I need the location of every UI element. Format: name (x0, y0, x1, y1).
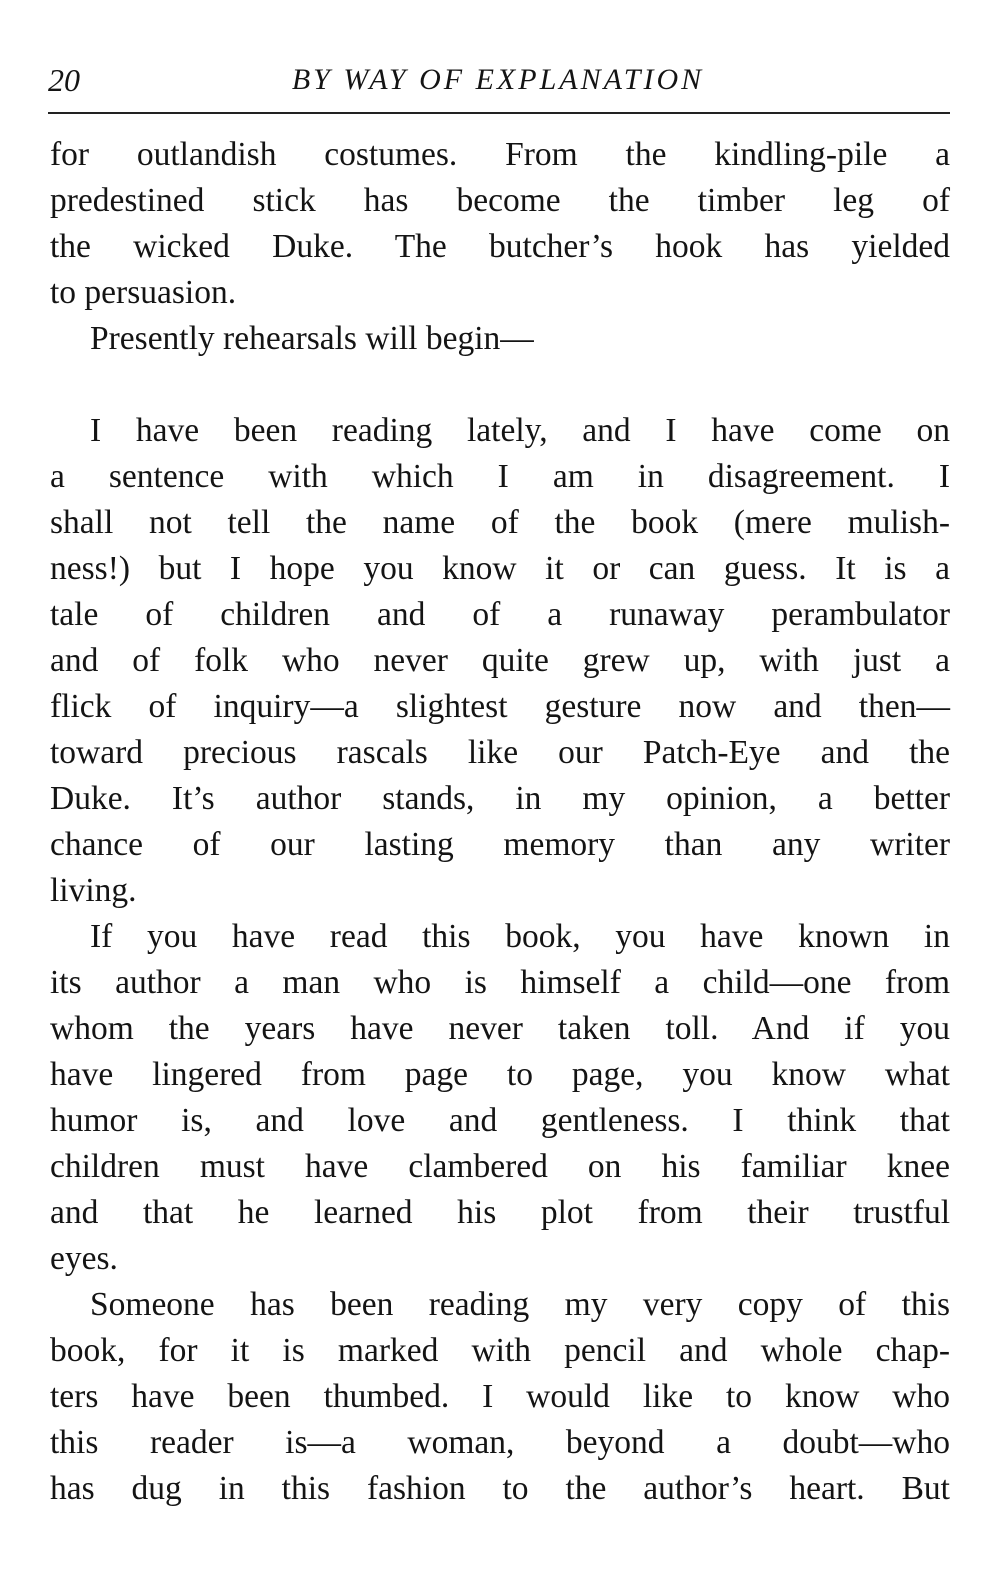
text-line: book, for it is marked with pencil and whole chap- (50, 1332, 950, 1369)
text-line: If you have read this book, you have known in (90, 918, 950, 955)
text-line: predestined stick has become the timber leg of (50, 182, 950, 219)
body-text (50, 132, 950, 1512)
text-line: and of folk who never quite grew up, with just a (50, 642, 950, 679)
text-line: ness!) but I hope you know it or can guess. It is a (50, 550, 950, 587)
paragraph (50, 914, 950, 1282)
text-line: Presently rehearsals will begin— (90, 320, 534, 357)
text-line: eyes. (50, 1240, 118, 1277)
text-line: Duke. It’s author stands, in my opinion, a better (50, 780, 950, 817)
text-line: flick of inquiry—a slightest gesture now and then— (50, 688, 950, 725)
text-line: toward precious rascals like our Patch-Eye and the (50, 734, 950, 771)
text-line: its author a man who is himself a child—one from (50, 964, 950, 1001)
text-line: living. (50, 872, 137, 909)
text-line: and that he learned his plot from their trustful (50, 1194, 950, 1231)
running-head (48, 58, 948, 102)
paragraph (50, 132, 950, 316)
text-line: shall not tell the name of the book (mere mulish- (50, 504, 950, 541)
running-title: BY WAY OF EXPLANATION (291, 63, 705, 96)
text-line: this reader is—a woman, beyond a doubt—who (50, 1424, 950, 1461)
text-line: the wicked Duke. The butcher’s hook has yielded (50, 228, 950, 265)
header-divider (48, 112, 950, 114)
text-line: a sentence with which I am in disagreement. I (50, 458, 950, 495)
paragraph (50, 408, 950, 914)
text-line: whom the years have never taken toll. And if you (50, 1010, 950, 1047)
text-line: humor is, and love and gentleness. I think that (50, 1102, 950, 1139)
text-line: tale of children and of a runaway perambulator (50, 596, 950, 633)
text-line: for outlandish costumes. From the kindling-pile a (50, 136, 950, 173)
text-line: children must have clambered on his familiar knee (50, 1148, 950, 1185)
text-line: chance of our lasting memory than any writer (50, 826, 950, 863)
text-line: to persuasion. (50, 274, 237, 311)
paragraph (50, 316, 950, 362)
section-break (50, 362, 950, 408)
text-line: ters have been thumbed. I would like to know who (50, 1378, 950, 1415)
text-line: has dug in this fashion to the author’s heart. But (50, 1470, 950, 1507)
text-line: have lingered from page to page, you know what (50, 1056, 950, 1093)
page-number: 20 (48, 62, 80, 98)
text-line: I have been reading lately, and I have come on (90, 412, 950, 449)
text-line: Someone has been reading my very copy of this (90, 1286, 950, 1323)
paragraph (50, 1282, 950, 1512)
